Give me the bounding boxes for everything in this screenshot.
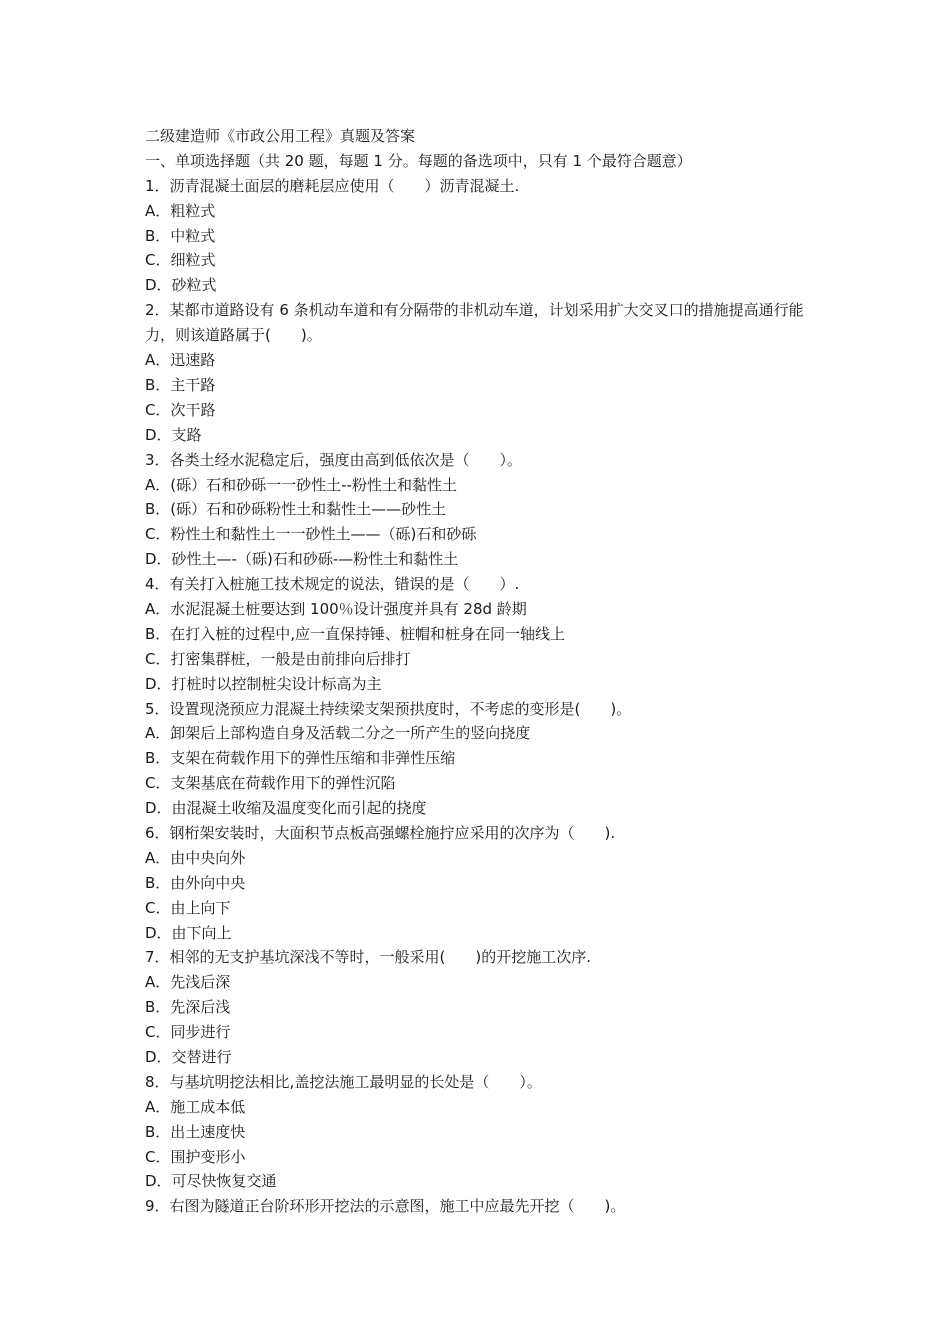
question-number: 8．: [145, 1072, 170, 1091]
option-b: B．在打入桩的过程中,应一直保持锤、桩帽和桩身在同一轴线上: [145, 624, 566, 643]
option-d: D．支路: [145, 425, 202, 444]
option-b: B．先深后浅: [145, 998, 231, 1017]
question-number: 9．: [145, 1197, 170, 1216]
question-text: 与基坑明挖法相比,盖挖法施工最明显的长处是（ ）。: [169, 1072, 542, 1091]
option-b: B．主干路: [145, 375, 216, 394]
question-5: [145, 697, 825, 821]
question-number: 2．: [145, 301, 170, 320]
option-c: C．围护变形小: [145, 1147, 246, 1166]
question-stem: [145, 1194, 825, 1219]
question-2: [145, 298, 825, 447]
question-text: 某都市道路设有 6 条机动车道和有分隔带的非机动车道，计划采用扩大交叉口的措施提高通行能力，则该道路属于( )。: [145, 301, 804, 345]
question-stem: [145, 448, 825, 473]
option-c: C．支架基底在荷载作用下的弹性沉陷: [145, 774, 396, 793]
option-c: C．由上向下: [145, 898, 231, 917]
option-a: A．卸架后上部构造自身及活载二分之一所产生的竖向挠度: [145, 724, 531, 743]
question-text: 钢桁架安装时，大面积节点板高强螺栓施拧应采用的次序为（ ).: [169, 823, 616, 842]
question-text: 设置现浇预应力混凝土持续梁支架预拱度时，不考虑的变形是( )。: [169, 699, 632, 718]
question-text: 相邻的无支护基坑深浅不等时，一般采用( )的开挖施工次序.: [169, 948, 592, 967]
option-c: C．次干路: [145, 400, 216, 419]
section-heading: 一、单项选择题（共 20 题，每题 1 分。每题的备选项中，只有 1 个最符合题意）: [145, 151, 692, 170]
question-4: [145, 572, 825, 696]
question-number: 5．: [145, 699, 170, 718]
option-d: D．由下向上: [145, 923, 232, 942]
option-d: D．砂性土—-（砾)石和砂砾-—粉性土和黏性土: [145, 550, 459, 569]
question-stem: [145, 945, 825, 970]
option-d: D．打桩时以控制桩尖设计标高为主: [145, 674, 382, 693]
option-b: B．(砾）石和砂砾粉性土和黏性土——砂性土: [145, 500, 447, 519]
question-stem: [145, 697, 825, 722]
question-number: 3．: [145, 450, 170, 469]
question-stem: [145, 1070, 825, 1095]
option-a: A．先浅后深: [145, 973, 231, 992]
document-content: [145, 124, 825, 1219]
option-d: D．由混凝土收缩及温度变化而引起的挠度: [145, 799, 427, 818]
option-d: D．砂粒式: [145, 276, 217, 295]
question-1: [145, 174, 825, 298]
question-3: [145, 448, 825, 572]
option-d: D．可尽快恢复交通: [145, 1172, 277, 1191]
option-a: A．水泥混凝土桩要达到 100％设计强度并具有 28d 龄期: [145, 599, 527, 618]
question-number: 4．: [145, 575, 170, 594]
option-b: B．中粒式: [145, 226, 216, 245]
question-stem: [145, 298, 825, 348]
option-a: A．由中央向外: [145, 848, 246, 867]
question-6: [145, 821, 825, 945]
option-a: A．施工成本低: [145, 1097, 246, 1116]
question-stem: [145, 821, 825, 846]
question-stem: [145, 174, 825, 199]
question-text: 有关打入桩施工技术规定的说法，错误的是（ ）.: [169, 575, 520, 594]
option-c: C．细粒式: [145, 251, 216, 270]
option-a: A．迅速路: [145, 351, 216, 370]
option-c: C．同步进行: [145, 1023, 231, 1042]
question-number: 1．: [145, 176, 170, 195]
option-c: C．打密集群桩，一般是由前排向后排打: [145, 649, 411, 668]
option-b: B．由外向中央: [145, 873, 246, 892]
question-8: [145, 1070, 825, 1194]
question-text: 各类土经水泥稳定后，强度由高到低依次是（ ）。: [169, 450, 523, 469]
question-7: [145, 945, 825, 1069]
document-title: 二级建造师《市政公用工程》真题及答案: [145, 127, 416, 145]
question-text: 沥青混凝土面层的磨耗层应使用（ ）沥青混凝土.: [169, 176, 520, 195]
option-c: C．粉性土和黏性土一一砂性土——（砾)石和砂砾: [145, 525, 477, 544]
option-b: B．支架在荷载作用下的弹性压缩和非弹性压缩: [145, 749, 456, 768]
question-number: 7．: [145, 948, 170, 967]
option-a: A．粗粒式: [145, 201, 216, 220]
option-d: D．交替进行: [145, 1047, 232, 1066]
question-stem: [145, 572, 825, 597]
question-9: [145, 1194, 825, 1219]
option-a: A．(砾）石和砂砾一一砂性土--粉性土和黏性土: [145, 475, 457, 494]
option-b: B．出土速度快: [145, 1122, 246, 1141]
question-text: 右图为隧道正台阶环形开挖法的示意图，施工中应最先开挖（ )。: [169, 1197, 626, 1216]
question-number: 6．: [145, 823, 170, 842]
